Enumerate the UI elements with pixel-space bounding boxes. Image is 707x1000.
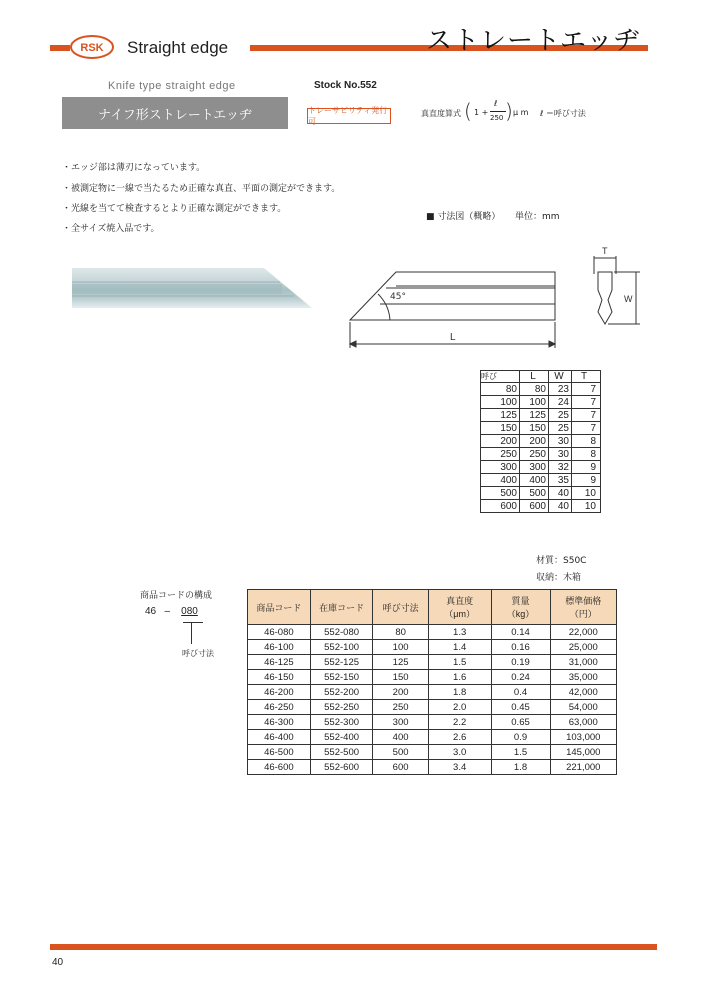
dimension-cell: 125	[481, 409, 520, 422]
price-cell: 42,000	[550, 685, 616, 700]
dimension-cell: 300	[481, 461, 520, 474]
price-cell: 1.5	[491, 745, 550, 760]
price-header-line: （μm）	[444, 609, 475, 619]
dimension-cell: 32	[549, 461, 572, 474]
price-header-cell	[550, 590, 616, 625]
code-structure-sublabel: 呼び寸法	[182, 649, 214, 658]
dimension-cell: 500	[520, 487, 549, 500]
price-cell: 0.24	[491, 670, 550, 685]
code-bracket-horizontal	[183, 622, 203, 623]
dim-header-w: W	[549, 371, 572, 383]
dimension-table-row	[481, 383, 601, 396]
code-structure-title: 商品コードの構成	[140, 591, 213, 601]
subtitle-en: Knife type straight edge	[108, 80, 236, 92]
formula-note: ℓ ＝呼び寸法	[540, 109, 586, 118]
code-structure-example	[145, 606, 198, 617]
dim-header-l: L	[520, 371, 549, 383]
dimension-cell: 10	[572, 500, 601, 513]
price-table	[247, 589, 617, 775]
dimension-cell: 9	[572, 474, 601, 487]
price-cell: 1.5	[428, 655, 491, 670]
price-cell: 46-080	[248, 625, 311, 640]
dimension-table-row	[481, 409, 601, 422]
price-table-row	[248, 730, 617, 745]
dimension-cell: 600	[481, 500, 520, 513]
dimension-table-row	[481, 422, 601, 435]
storage-spec: 収納：木箱	[536, 573, 582, 583]
dimension-cell: 250	[481, 448, 520, 461]
price-cell: 22,000	[550, 625, 616, 640]
price-header-cell	[373, 590, 428, 625]
dimension-cell: 25	[549, 422, 572, 435]
price-cell: 46-500	[248, 745, 311, 760]
dimension-cell: 35	[549, 474, 572, 487]
price-table-row	[248, 745, 617, 760]
dimension-cell: 150	[481, 422, 520, 435]
price-cell: 46-600	[248, 760, 311, 775]
price-cell: 46-250	[248, 700, 311, 715]
price-table-row	[248, 685, 617, 700]
price-cell: 552-080	[310, 625, 373, 640]
dimension-table	[480, 370, 601, 513]
formula-one-plus: 1 +	[474, 108, 489, 117]
formula-denominator: 250	[490, 114, 504, 122]
price-cell: 3.4	[428, 760, 491, 775]
price-cell: 552-200	[310, 685, 373, 700]
code-prefix: 46	[145, 606, 157, 617]
dimension-cell: 200	[520, 435, 549, 448]
price-header-line: 標準価格	[565, 596, 602, 606]
price-table-row	[248, 640, 617, 655]
price-cell: 63,000	[550, 715, 616, 730]
length-label: L	[450, 332, 456, 343]
price-cell: 100	[373, 640, 428, 655]
price-cell: 400	[373, 730, 428, 745]
price-cell: 46-400	[248, 730, 311, 745]
price-cell: 3.0	[428, 745, 491, 760]
formula-paren-left: (	[464, 99, 472, 123]
dim-header-nominal: 呼び	[481, 371, 520, 383]
feature-bullet: ・被測定物に一線で当たるため正確な真直、平面の測定ができます。	[62, 184, 341, 194]
dimension-table-header	[481, 371, 601, 383]
price-header-cell	[248, 590, 311, 625]
dimension-diagram-label: ■ 寸法図（概略）	[426, 212, 501, 222]
traceability-badge: トレーサビリティ発行可	[307, 108, 391, 124]
price-cell: 31,000	[550, 655, 616, 670]
dimension-cell: 30	[549, 435, 572, 448]
price-cell: 1.8	[428, 685, 491, 700]
price-cell: 0.65	[491, 715, 550, 730]
price-header-line: （円）	[569, 609, 597, 619]
code-suffix: 080	[181, 606, 198, 617]
price-cell: 552-400	[310, 730, 373, 745]
price-cell: 54,000	[550, 700, 616, 715]
price-cell: 46-200	[248, 685, 311, 700]
dimension-cell: 7	[572, 409, 601, 422]
code-dash: –	[164, 606, 171, 617]
price-cell: 125	[373, 655, 428, 670]
price-cell: 250	[373, 700, 428, 715]
dimension-cell: 400	[520, 474, 549, 487]
angle-label: 45°	[390, 292, 406, 302]
dimension-cell: 40	[549, 500, 572, 513]
page-number: 40	[52, 957, 64, 968]
price-table-row	[248, 655, 617, 670]
price-cell: 46-125	[248, 655, 311, 670]
material-spec: 材質：S50C	[536, 556, 587, 566]
price-cell: 552-100	[310, 640, 373, 655]
width-label: W	[624, 294, 633, 304]
price-cell: 2.6	[428, 730, 491, 745]
price-cell: 0.9	[491, 730, 550, 745]
dimension-table-row	[481, 461, 601, 474]
price-cell: 552-150	[310, 670, 373, 685]
price-cell: 300	[373, 715, 428, 730]
feature-bullet: ・エッジ部は薄刃になっています。	[62, 163, 206, 173]
price-table-row	[248, 625, 617, 640]
price-cell: 552-125	[310, 655, 373, 670]
dimension-table-row	[481, 448, 601, 461]
price-header-line: 真直度	[446, 596, 474, 606]
thickness-label: T	[602, 246, 608, 256]
price-cell: 500	[373, 745, 428, 760]
price-cell: 2.0	[428, 700, 491, 715]
price-table-row	[248, 700, 617, 715]
dimension-cell: 80	[481, 383, 520, 396]
product-banner: ナイフ形ストレートエッヂ	[62, 97, 288, 129]
price-cell: 25,000	[550, 640, 616, 655]
dimension-cell: 250	[520, 448, 549, 461]
stock-number: Stock No.552	[314, 80, 377, 91]
formula-fraction-line	[490, 111, 506, 112]
formula-prefix: 真直度算式	[421, 109, 461, 118]
price-cell: 0.14	[491, 625, 550, 640]
price-cell: 200	[373, 685, 428, 700]
dimension-cell: 40	[549, 487, 572, 500]
formula-unit: μ m	[513, 108, 529, 117]
dimension-cell: 100	[520, 396, 549, 409]
dimension-cell: 7	[572, 383, 601, 396]
price-cell: 600	[373, 760, 428, 775]
rsk-logo	[70, 35, 114, 59]
page-title-jp: ストレートエッヂ	[426, 26, 641, 56]
price-cell: 150	[373, 670, 428, 685]
dimension-cell: 125	[520, 409, 549, 422]
feature-bullet: ・全サイズ焼入品です。	[62, 224, 160, 234]
dimension-cell: 7	[572, 422, 601, 435]
dimension-drawing	[340, 240, 642, 355]
price-cell: 1.8	[491, 760, 550, 775]
price-cell: 1.6	[428, 670, 491, 685]
dimension-table-row	[481, 474, 601, 487]
dimension-cell: 400	[481, 474, 520, 487]
price-cell: 552-250	[310, 700, 373, 715]
formula-paren-right: )	[505, 99, 513, 123]
price-table-header	[248, 590, 617, 625]
dimension-table-row	[481, 396, 601, 409]
dimension-cell: 500	[481, 487, 520, 500]
dimension-cell: 10	[572, 487, 601, 500]
dimension-cell: 100	[481, 396, 520, 409]
price-cell: 2.2	[428, 715, 491, 730]
dimension-table-row	[481, 435, 601, 448]
dimension-cell: 300	[520, 461, 549, 474]
price-cell: 552-600	[310, 760, 373, 775]
price-cell: 1.4	[428, 640, 491, 655]
dimension-cell: 7	[572, 396, 601, 409]
formula-numerator: ℓ	[494, 99, 498, 108]
price-cell: 0.45	[491, 700, 550, 715]
price-cell: 46-150	[248, 670, 311, 685]
price-cell: 0.16	[491, 640, 550, 655]
dimension-table-row	[481, 487, 601, 500]
logo-text: RSK	[80, 42, 104, 54]
dimension-cell: 9	[572, 461, 601, 474]
dimension-cell: 8	[572, 448, 601, 461]
price-table-row	[248, 715, 617, 730]
dimension-cell: 200	[481, 435, 520, 448]
price-header-cell	[428, 590, 491, 625]
dimension-cell: 8	[572, 435, 601, 448]
unit-label: 単位：mm	[515, 212, 560, 222]
price-header-line: 在庫コード	[319, 602, 365, 613]
price-cell: 0.19	[491, 655, 550, 670]
dimension-cell: 80	[520, 383, 549, 396]
price-header-line: 質量	[511, 596, 530, 606]
price-header-line: （kg）	[506, 609, 535, 619]
price-cell: 1.3	[428, 625, 491, 640]
code-bracket-vertical	[191, 622, 192, 644]
price-cell: 552-500	[310, 745, 373, 760]
page-title-en: Straight edge	[127, 38, 229, 57]
price-cell: 221,000	[550, 760, 616, 775]
price-cell: 103,000	[550, 730, 616, 745]
price-cell: 35,000	[550, 670, 616, 685]
footer-bar	[50, 944, 657, 950]
price-header-cell	[310, 590, 373, 625]
dim-header-t: T	[572, 371, 601, 383]
price-cell: 46-300	[248, 715, 311, 730]
dimension-cell: 150	[520, 422, 549, 435]
price-table-row	[248, 760, 617, 775]
dimension-cell: 25	[549, 409, 572, 422]
product-photo	[68, 262, 314, 312]
dimension-cell: 23	[549, 383, 572, 396]
price-table-row	[248, 670, 617, 685]
dimension-cell: 30	[549, 448, 572, 461]
dimension-cell: 24	[549, 396, 572, 409]
price-cell: 0.4	[491, 685, 550, 700]
feature-bullet: ・光線を当てて検査するとより正確な測定ができます。	[62, 204, 287, 214]
price-header-line: 呼び寸法	[382, 602, 419, 613]
dimension-table-row	[481, 500, 601, 513]
price-header-cell	[491, 590, 550, 625]
header-bar-left	[50, 45, 70, 51]
dimension-cell: 600	[520, 500, 549, 513]
price-cell: 80	[373, 625, 428, 640]
price-cell: 145,000	[550, 745, 616, 760]
price-cell: 46-100	[248, 640, 311, 655]
price-header-line: 商品コード	[256, 602, 302, 613]
price-cell: 552-300	[310, 715, 373, 730]
